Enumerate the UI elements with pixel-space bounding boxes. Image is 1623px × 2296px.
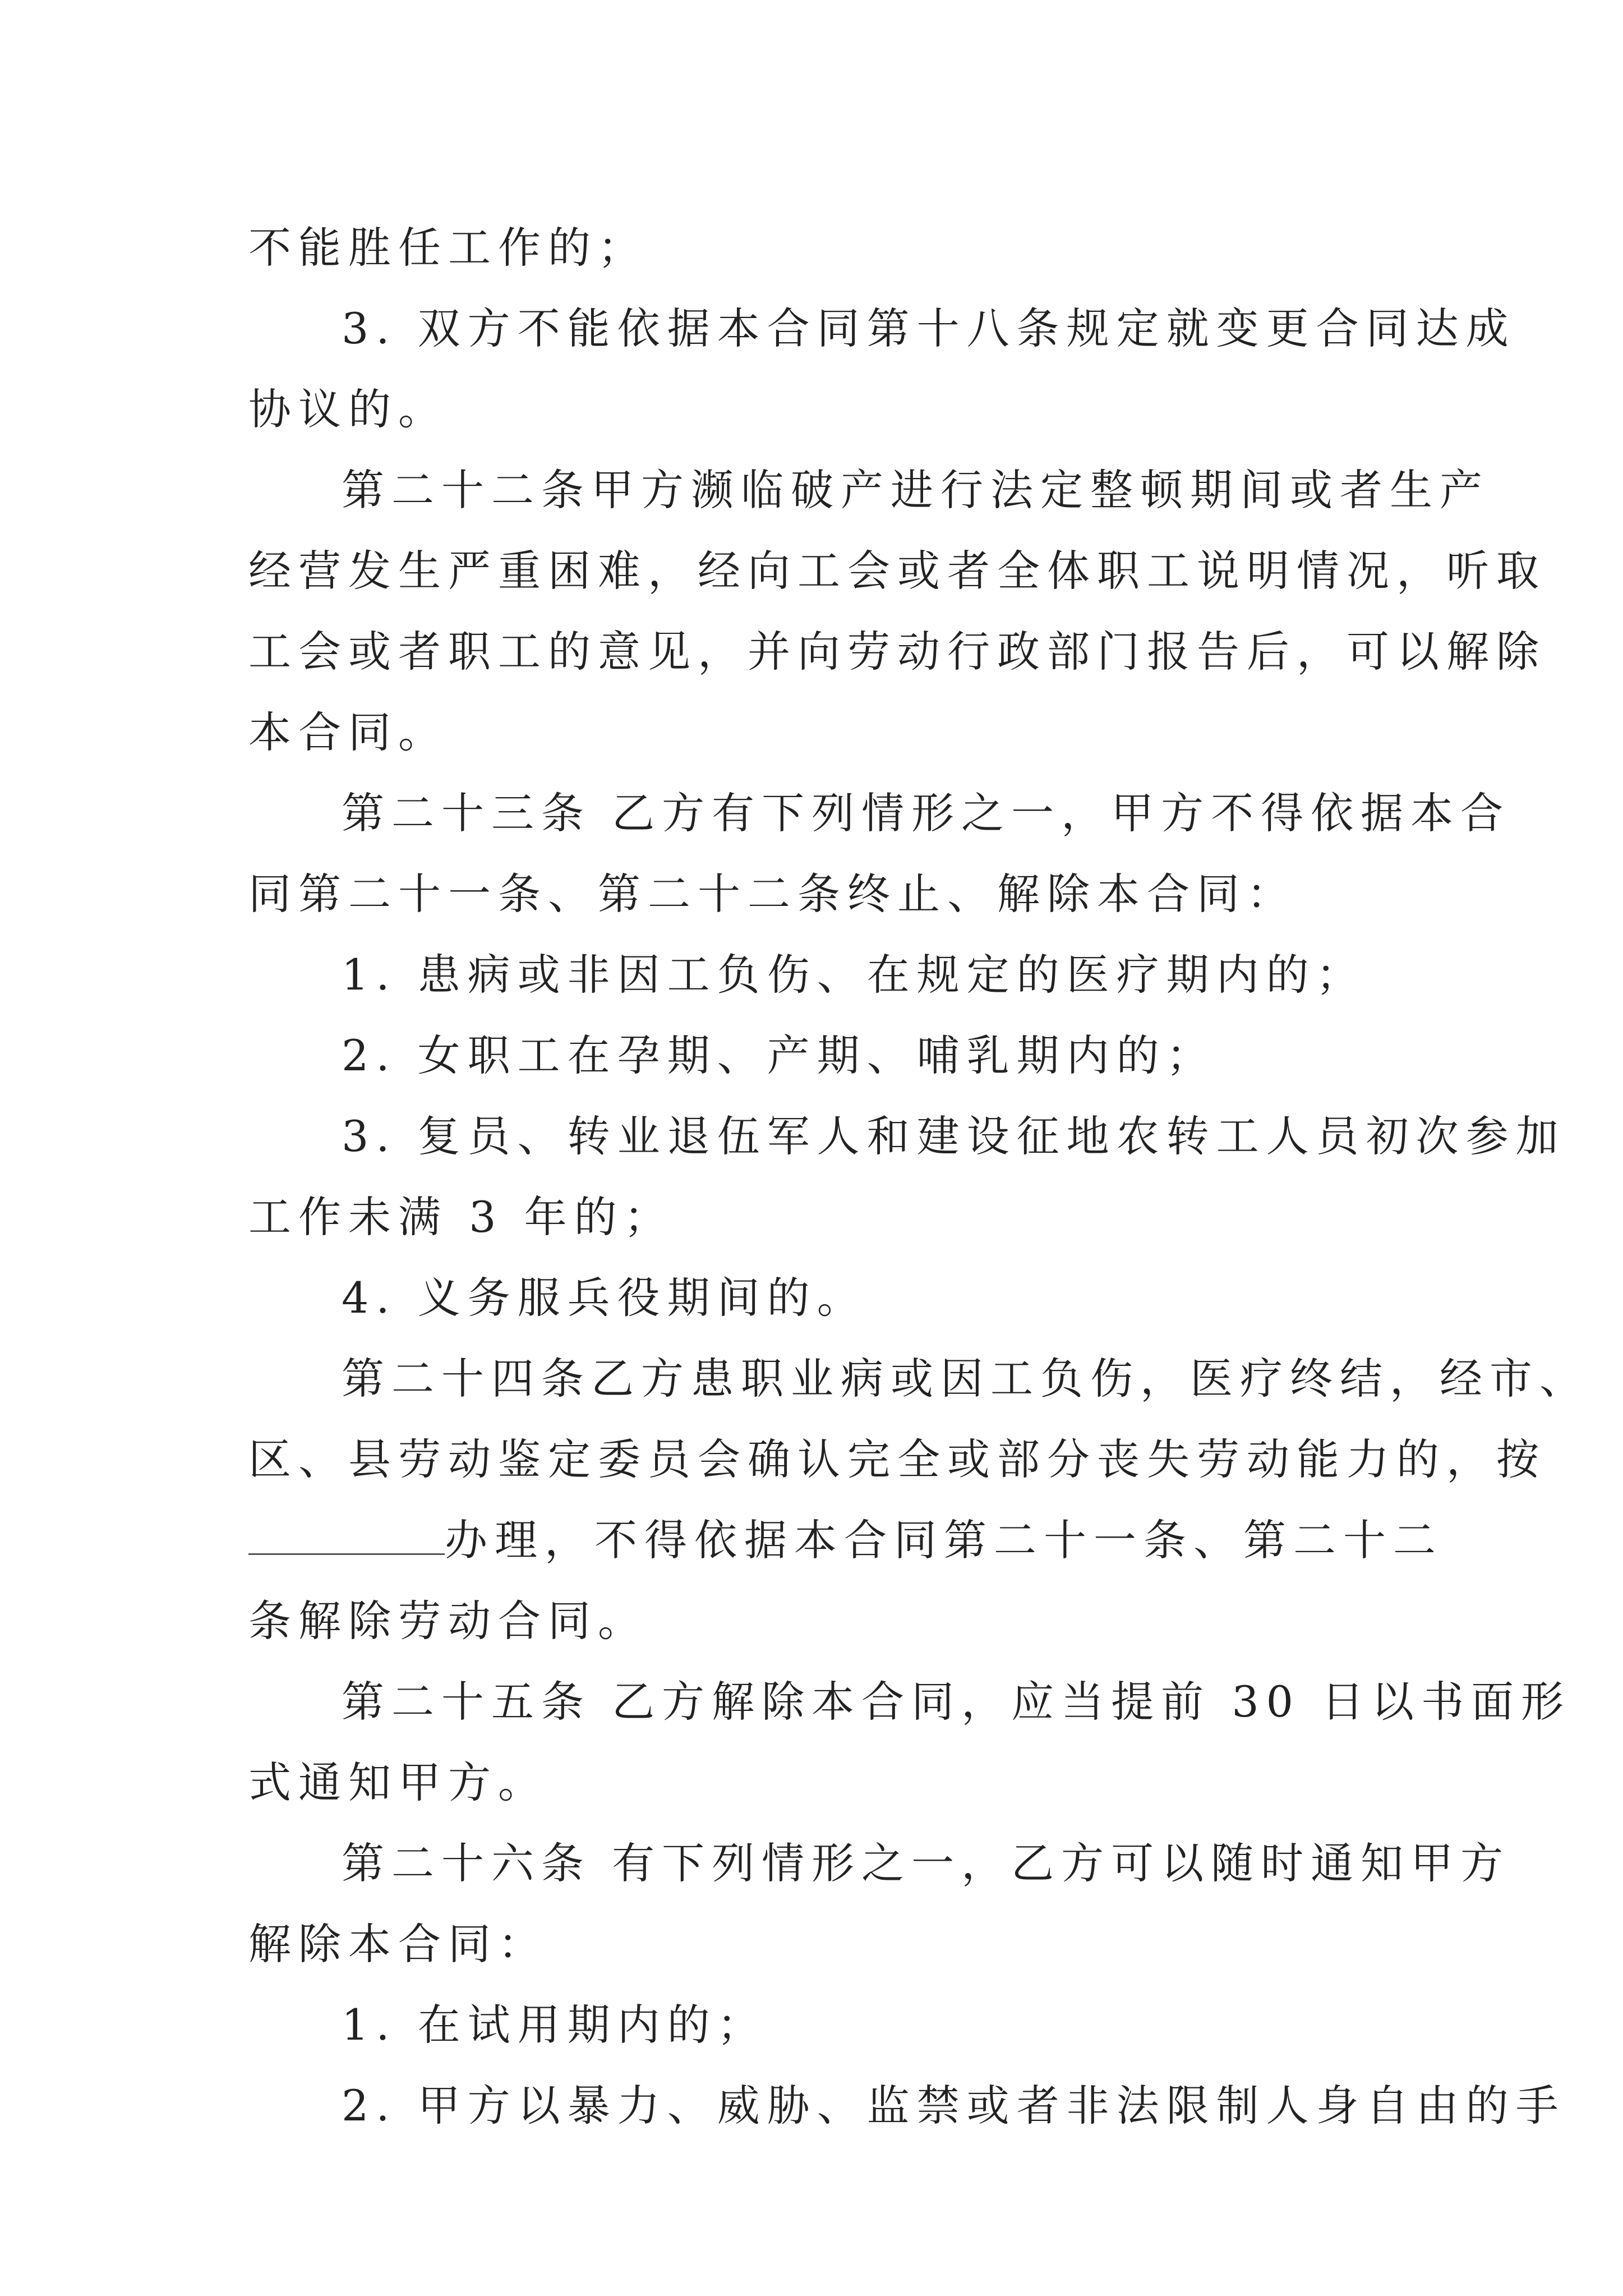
text-line: 同第二十一条、第二十二条终止、解除本合同： <box>248 869 1297 919</box>
text-line: 3. 复员、转业退伍军人和建设征地农转工人员初次参加 <box>342 1111 1566 1161</box>
text-line: 协议的。 <box>248 384 448 434</box>
text-line: 2. 女职工在孕期、产期、哺乳期内的； <box>342 1030 1216 1080</box>
fill-in-blank <box>248 1514 445 1555</box>
text-line: 第二十五条 乙方解除本合同，应当提前 30 日以书面形 <box>342 1677 1571 1727</box>
text-line: 区、县劳动鉴定委员会确认完全或部分丧失劳动能力的，按 <box>248 1434 1546 1484</box>
text-line: 3. 双方不能依据本合同第十八条规定就变更合同达成 <box>342 303 1516 353</box>
text-line: 不能胜任工作的； <box>248 223 648 273</box>
text-line: 4. 义务服兵役期间的。 <box>342 1273 867 1323</box>
document-body <box>248 208 1589 2146</box>
text-line: 工会或者职工的意见，并向劳动行政部门报告后，可以解除 <box>248 627 1546 677</box>
text-line: 工作未满 3 年的； <box>248 1192 674 1242</box>
text-line: 条解除劳动合同。 <box>248 1596 648 1646</box>
text-line: 解除本合同： <box>248 1919 548 1969</box>
text-line: 第二十三条 乙方有下列情形之一，甲方不得依据本合 <box>342 788 1511 838</box>
text-line: 第二十六条 有下列情形之一，乙方可以随时通知甲方 <box>342 1838 1511 1888</box>
text-line-with-blank <box>248 1500 1443 1581</box>
text-line: 经营发生严重困难，经向工会或者全体职工说明情况，听取 <box>248 546 1546 596</box>
text-segment: 办理，不得依据本合同第二十一条、第二十二 <box>445 1515 1443 1565</box>
text-line: 1. 患病或非因工负伤、在规定的医疗期内的； <box>342 950 1366 1000</box>
text-line: 2. 甲方以暴力、威胁、监禁或者非法限制人身自由的手 <box>342 2081 1566 2131</box>
text-line: 1. 在试用期内的； <box>342 2000 767 2050</box>
text-line: 第二十四条乙方患职业病或因工负伤，医疗终结，经市、 <box>342 1354 1589 1404</box>
text-line: 式通知甲方。 <box>248 1757 548 1807</box>
text-line: 第二十二条甲方濒临破产进行法定整顿期间或者生产 <box>342 465 1490 515</box>
text-line: 本合同。 <box>248 707 448 757</box>
